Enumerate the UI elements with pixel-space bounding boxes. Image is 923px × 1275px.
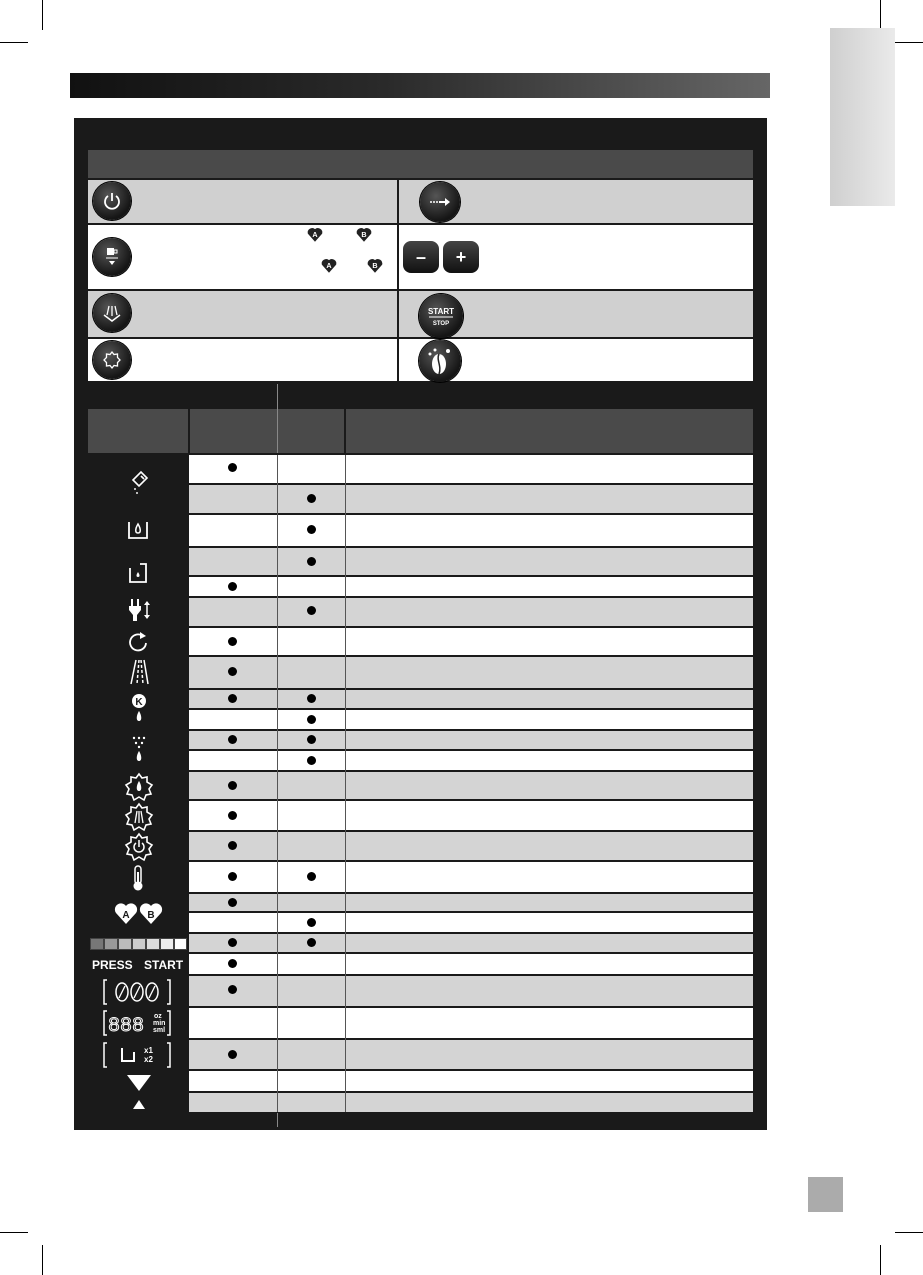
status-dot (307, 918, 316, 927)
status-dot (228, 841, 237, 850)
dotted-arrow-right-icon[interactable] (420, 182, 460, 222)
gear-icon[interactable] (93, 341, 131, 379)
column-separator (344, 409, 346, 453)
water-tank-icon (126, 516, 150, 542)
table-row (189, 934, 753, 952)
gear-power-icon (124, 832, 154, 862)
table-row (189, 1093, 753, 1112)
svg-text:x1: x1 (144, 1046, 153, 1055)
status-dot (307, 715, 316, 724)
gear-steam-icon (124, 802, 154, 832)
beans-strength-icon (102, 977, 172, 1007)
page-number-box (808, 1177, 843, 1212)
status-dot (307, 525, 316, 534)
svg-text:K: K (135, 697, 143, 708)
table-row (189, 598, 753, 626)
table-row (189, 731, 753, 749)
descale-icon (127, 470, 151, 498)
coffee-bean-icon[interactable] (419, 340, 461, 382)
svg-text:min: min (153, 1020, 166, 1027)
table-row (189, 455, 753, 483)
status-dot (307, 557, 316, 566)
steam-icon[interactable] (93, 294, 131, 332)
spray-drop-icon (130, 735, 148, 765)
svg-text:888: 888 (108, 1015, 145, 1038)
svg-text:A: A (122, 910, 130, 921)
progress-bar-icon (90, 938, 187, 950)
start-label: START (144, 958, 184, 972)
crop-mark (42, 1245, 43, 1275)
status-dot (228, 463, 237, 472)
status-dot (307, 938, 316, 947)
status-dot (228, 985, 237, 994)
status-dot (307, 756, 316, 765)
heart-a-icon (320, 257, 338, 274)
start-stop-icon[interactable] (419, 294, 463, 338)
table-row (189, 976, 753, 1006)
triangle-down-icon (126, 1074, 152, 1092)
button-row-1-left (88, 180, 397, 223)
button-row-4-left (88, 339, 397, 381)
table-row (189, 1040, 753, 1069)
triangle-up-icon (133, 1100, 145, 1109)
button-row-2-left (88, 225, 397, 289)
svg-text:START: START (427, 307, 455, 316)
status-dot (228, 735, 237, 744)
drip-tray-icon (126, 560, 150, 586)
svg-text:B: B (147, 910, 155, 921)
table-row (189, 485, 753, 513)
status-dot (307, 872, 316, 881)
svg-text:sml: sml (153, 1027, 166, 1034)
cup-select-icon[interactable] (93, 238, 131, 276)
status-dot (228, 582, 237, 591)
status-dot (228, 898, 237, 907)
table-row (189, 657, 753, 688)
status-dot (228, 637, 237, 646)
crop-mark (880, 1245, 881, 1275)
status-dot (228, 938, 237, 947)
crop-mark (0, 1232, 28, 1233)
k-drop-icon (130, 693, 148, 725)
table-row (189, 913, 753, 932)
column-line (277, 455, 278, 1112)
minus-button[interactable]: – (403, 241, 439, 273)
press-label: PRESS (92, 958, 133, 972)
crop-mark (0, 42, 28, 43)
table-row (189, 862, 753, 892)
table-row (189, 515, 753, 546)
status-dot (228, 811, 237, 820)
digit-display-icon (102, 1008, 172, 1038)
steam-wand-icon (128, 658, 150, 686)
plug-updown-icon (127, 597, 153, 623)
table-row (189, 832, 753, 860)
panel-heading-bar (88, 150, 753, 178)
table-row (189, 1008, 753, 1038)
table-row (189, 577, 753, 596)
crop-mark (42, 0, 43, 30)
power-icon[interactable] (93, 182, 131, 220)
table-row (189, 801, 753, 830)
heart-b-icon (366, 257, 384, 274)
table-row (189, 894, 753, 911)
column-separator (188, 409, 190, 453)
column-line (345, 455, 346, 1112)
svg-text:x2: x2 (144, 1055, 153, 1064)
table-row (189, 628, 753, 655)
table-row (189, 548, 753, 575)
rinse-icon (126, 631, 152, 655)
crop-mark (895, 42, 923, 43)
table-row (189, 772, 753, 799)
table-row (189, 690, 753, 708)
heart-b-icon (355, 226, 373, 243)
status-dot (307, 735, 316, 744)
svg-text:oz: oz (154, 1013, 162, 1020)
status-dot (228, 694, 237, 703)
gear-drop-icon (124, 772, 154, 802)
cup-x1x2-icon (102, 1041, 172, 1069)
status-dot (307, 494, 316, 503)
language-side-tab (830, 28, 895, 206)
svg-text:A: A (312, 230, 318, 240)
section-header-bar (70, 73, 770, 98)
heart-a-icon (306, 226, 324, 243)
heart-ab-icon (114, 902, 164, 926)
svg-text:A: A (326, 261, 332, 271)
table-row (189, 1071, 753, 1091)
status-dot (228, 872, 237, 881)
button-row-3-left (88, 291, 397, 337)
status-dot (228, 959, 237, 968)
svg-text:B: B (372, 261, 378, 271)
thermometer-icon (130, 864, 146, 892)
status-dot (228, 667, 237, 676)
status-dot (307, 694, 316, 703)
column-separator (277, 1113, 278, 1127)
status-dot (228, 1050, 237, 1059)
table-row (189, 954, 753, 974)
svg-text:B: B (361, 230, 367, 240)
table-row (189, 751, 753, 770)
crop-mark (895, 1232, 923, 1233)
column-separator (277, 384, 278, 453)
status-dot (307, 606, 316, 615)
crop-mark (880, 0, 881, 30)
table-row (189, 710, 753, 729)
svg-text:STOP: STOP (432, 321, 450, 327)
status-dot (228, 781, 237, 790)
plus-button[interactable]: + (443, 241, 479, 273)
